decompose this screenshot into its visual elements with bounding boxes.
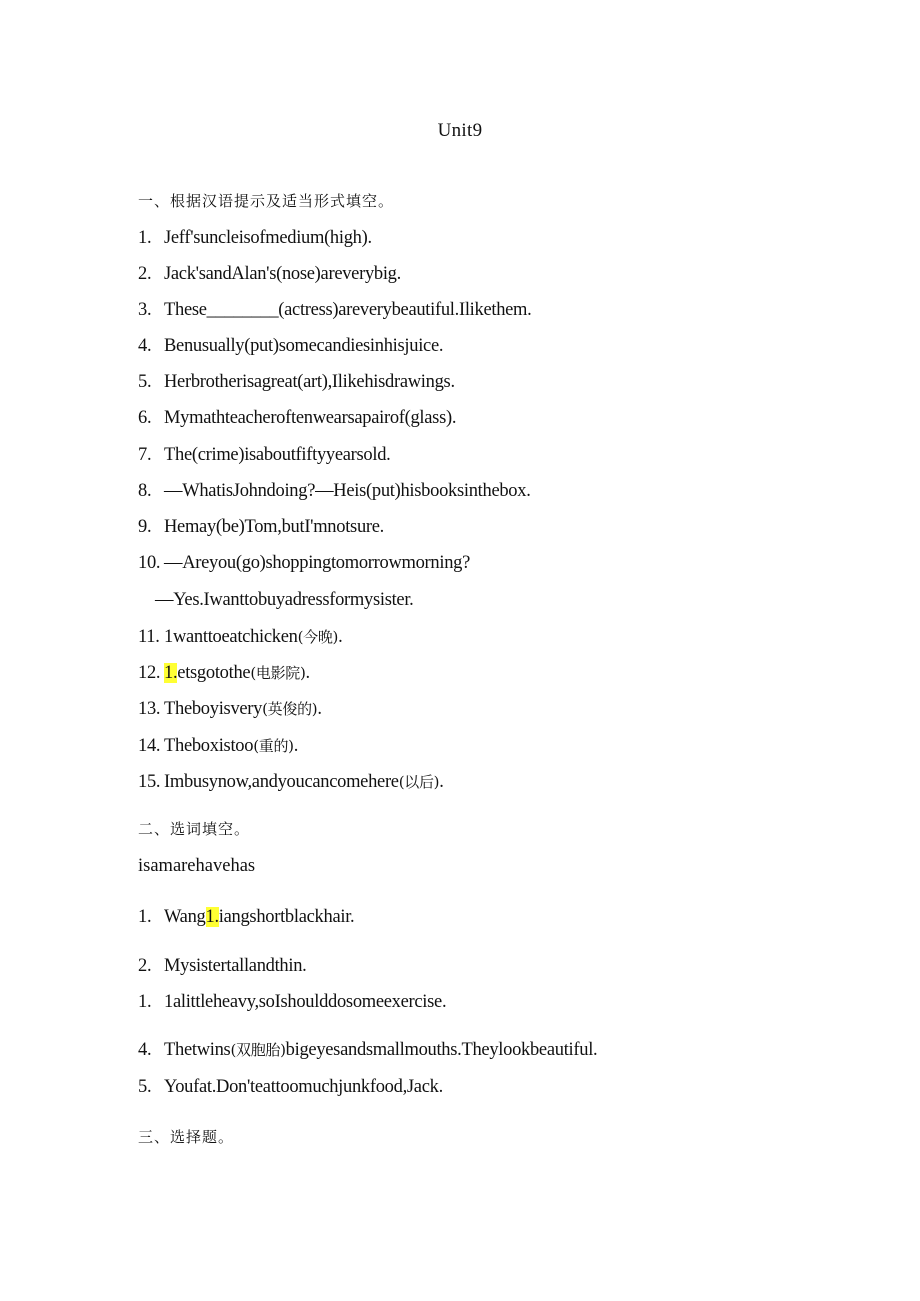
exercise-1-11 bbox=[138, 626, 342, 648]
item-number: 1. bbox=[138, 228, 152, 248]
item-number: 2. bbox=[138, 264, 152, 284]
exercise-1-9 bbox=[138, 517, 384, 538]
item-number: 8. bbox=[138, 481, 152, 501]
item-text: Mysistertallandthin. bbox=[164, 956, 307, 976]
item-text: Mymathteacheroftenwearsapairof(glass). bbox=[164, 408, 457, 428]
item-number: 7. bbox=[138, 445, 152, 465]
exercise-1-7 bbox=[138, 445, 391, 466]
item-number: 15. bbox=[138, 772, 161, 792]
exercise-1-3 bbox=[138, 300, 531, 321]
item-text: bigeyesandsmallmouths.Theylookbeautiful. bbox=[285, 1040, 598, 1060]
highlighted-text: 1. bbox=[164, 663, 178, 683]
item-text: Jack'sandAlan's(nose)areverybig. bbox=[164, 264, 401, 284]
chinese-hint: (电影院) bbox=[250, 664, 306, 682]
exercise-1-2 bbox=[138, 264, 401, 285]
item-number: 5. bbox=[138, 372, 152, 392]
exercise-1-14 bbox=[138, 735, 298, 757]
item-tail: . bbox=[439, 772, 444, 792]
item-number: 3. bbox=[138, 300, 152, 320]
exercise-1-4 bbox=[138, 336, 443, 357]
item-tail: . bbox=[338, 627, 343, 647]
item-text: The(crime)isaboutfiftyyearsold. bbox=[164, 445, 391, 465]
item-text: Jeff'suncleisofmedium(high). bbox=[164, 228, 372, 248]
exercise-1-13 bbox=[138, 698, 322, 720]
item-number: 12. bbox=[138, 663, 161, 683]
item-number: 11. bbox=[138, 627, 160, 647]
item-text-prefix: Thetwins bbox=[164, 1040, 231, 1060]
chinese-hint: (以后) bbox=[398, 773, 440, 791]
exercise-1-8 bbox=[138, 481, 531, 502]
item-text: 1wanttoeatchicken bbox=[164, 627, 298, 647]
item-text: Youfat.Don'teattoomuchjunkfood,Jack. bbox=[164, 1077, 443, 1097]
item-number: 10. bbox=[138, 553, 161, 573]
item-number: 9. bbox=[138, 517, 152, 537]
item-text: These________(actress)areverybeautiful.Ilikethem. bbox=[164, 300, 532, 320]
item-number: 5. bbox=[138, 1077, 152, 1097]
exercise-1-10-reply bbox=[155, 590, 414, 611]
chinese-hint: (双胞胎) bbox=[230, 1041, 286, 1059]
item-text: etsgotothe bbox=[177, 663, 251, 683]
section-2-heading: 二、选词填空。 bbox=[138, 820, 251, 838]
chinese-hint: (英俊的) bbox=[262, 700, 318, 718]
item-text: —Areyou(go)shoppingtomorrowmorning? bbox=[164, 553, 471, 573]
word-bank: isamarehavehas bbox=[138, 856, 256, 876]
exercise-1-12 bbox=[138, 662, 310, 684]
exercise-2-1 bbox=[138, 907, 354, 928]
item-text: —Yes.Iwanttobuyadressformysister. bbox=[155, 590, 414, 610]
item-text: —WhatisJohndoing?—Heis(put)hisbooksinthebox. bbox=[164, 481, 531, 501]
item-tail: . bbox=[317, 699, 322, 719]
item-text: iangshortblackhair. bbox=[218, 907, 355, 927]
item-tail: . bbox=[305, 663, 310, 683]
exercise-2-4 bbox=[138, 1039, 597, 1061]
chinese-hint: (今晚) bbox=[297, 628, 339, 646]
item-text: Benusually(put)somecandiesinhisjuice. bbox=[164, 336, 444, 356]
item-number: 1. bbox=[138, 907, 152, 927]
exercise-1-6 bbox=[138, 408, 456, 429]
exercise-1-15 bbox=[138, 771, 444, 793]
item-number: 14. bbox=[138, 736, 161, 756]
item-text: Theboxistoo bbox=[164, 736, 254, 756]
exercise-1-10 bbox=[138, 553, 470, 574]
item-number: 1. bbox=[138, 992, 152, 1012]
item-number: 13. bbox=[138, 699, 161, 719]
item-number: 2. bbox=[138, 956, 152, 976]
item-tail: . bbox=[293, 736, 299, 756]
item-text: 1alittleheavy,soIshoulddosomeexercise. bbox=[164, 992, 447, 1012]
item-text: Hemay(be)Tom,butI'mnotsure. bbox=[164, 517, 384, 537]
exercise-2-2 bbox=[138, 956, 307, 977]
exercise-1-1 bbox=[138, 228, 372, 249]
section-1-heading: 一、根据汉语提示及适当形式填空。 bbox=[138, 192, 395, 210]
exercise-1-5 bbox=[138, 372, 455, 393]
item-text: Imbusynow,andyoucancomehere bbox=[164, 772, 399, 792]
section-3-heading: 三、选择题。 bbox=[138, 1128, 235, 1146]
item-text: Theboyisvery bbox=[164, 699, 263, 719]
item-text-prefix: Wang bbox=[164, 907, 206, 927]
highlighted-text: 1. bbox=[205, 907, 219, 927]
item-text: Herbrotherisagreat(art),Ilikehisdrawings. bbox=[164, 372, 455, 392]
exercise-2-5 bbox=[138, 1077, 443, 1098]
exercise-2-3 bbox=[138, 992, 446, 1013]
item-number: 4. bbox=[138, 1040, 152, 1060]
item-number: 4. bbox=[138, 336, 152, 356]
page-title: Unit9 bbox=[437, 120, 483, 141]
chinese-hint: (重的) bbox=[253, 737, 294, 755]
item-number: 6. bbox=[138, 408, 152, 428]
